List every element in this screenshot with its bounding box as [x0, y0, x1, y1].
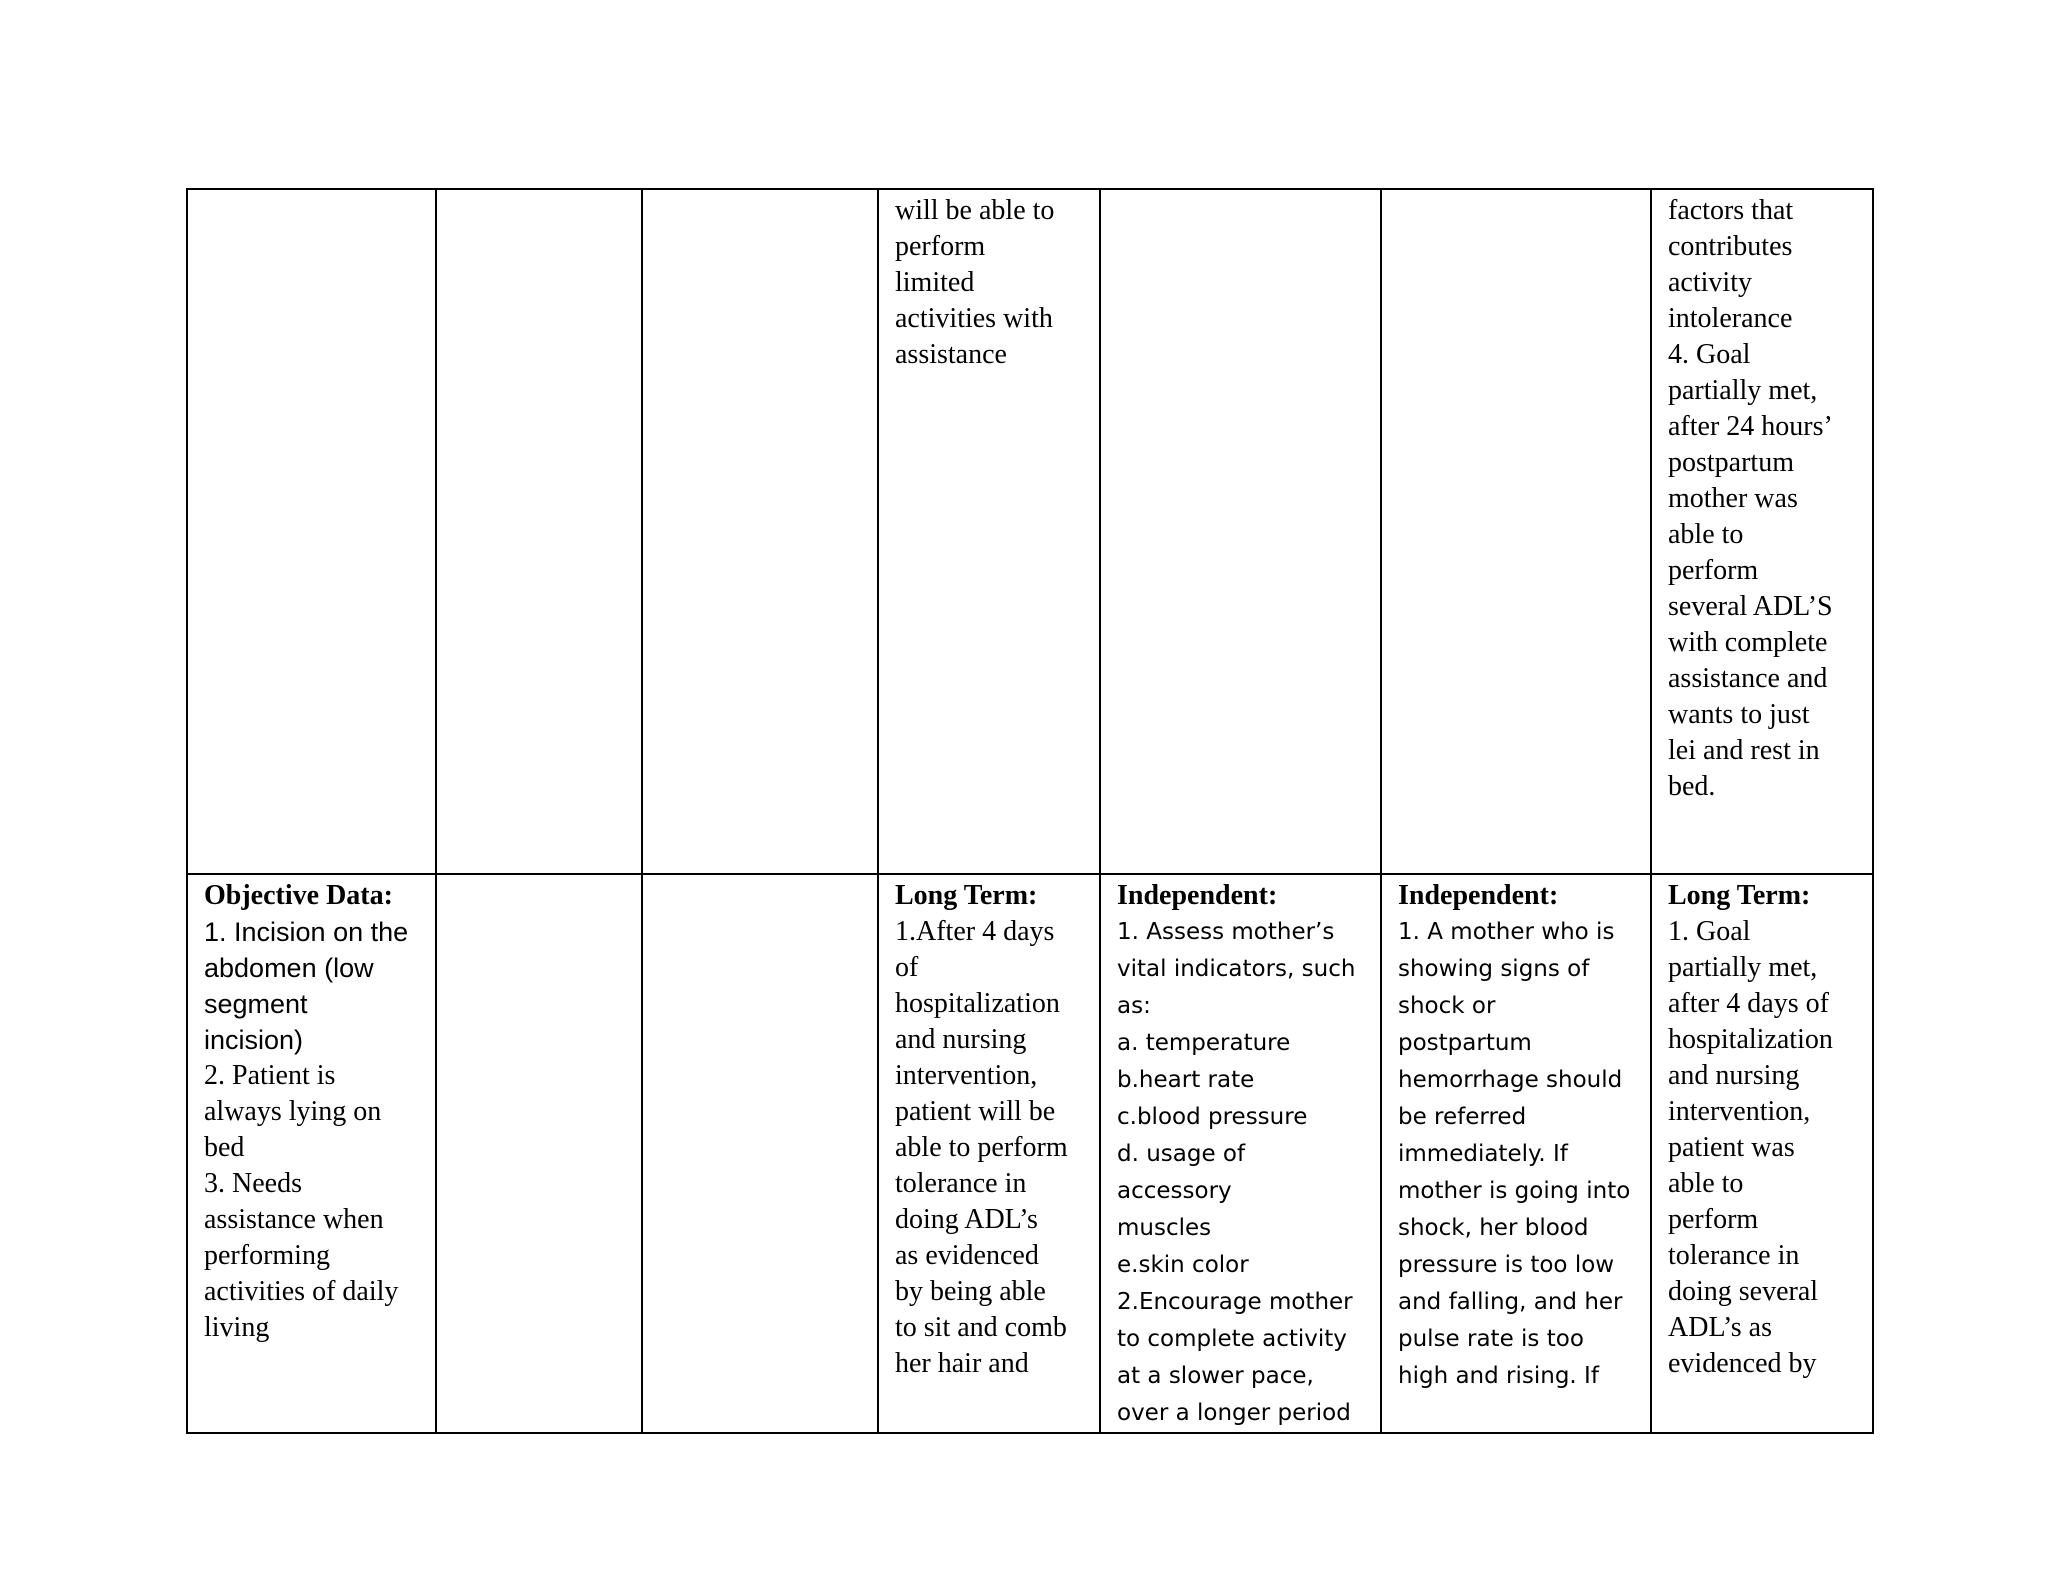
text-line: 4. Goal — [1668, 339, 1751, 370]
text-line: c.blood pressure — [1117, 1104, 1308, 1130]
assessment-cell — [187, 189, 436, 874]
analysis-cell — [642, 189, 878, 874]
text-line: vital indicators, such — [1117, 956, 1356, 982]
text-line: postpartum — [1668, 447, 1794, 478]
text-line: activity — [1668, 267, 1752, 298]
text-line: doing several — [1668, 1276, 1819, 1307]
text-line: her hair and — [895, 1348, 1029, 1379]
long-term-heading: Long Term: — [895, 880, 1038, 911]
text-line: patient will be — [895, 1096, 1056, 1127]
evaluation-cell — [1651, 874, 1873, 1433]
text-line: performing — [204, 1240, 330, 1271]
text-line: of — [895, 952, 919, 983]
text-line: mother was — [1668, 483, 1798, 514]
text-line: shock, her blood — [1398, 1215, 1589, 1241]
text-line: able to — [1668, 519, 1744, 550]
text-line: activities with — [895, 303, 1053, 334]
text-line: as: — [1117, 993, 1151, 1019]
text-line: incision) — [204, 1025, 304, 1055]
text-line: at a slower pace, — [1117, 1363, 1314, 1389]
text-line: and nursing — [1668, 1060, 1800, 1091]
text-line: muscles — [1117, 1215, 1212, 1241]
text-line: pressure is too low — [1398, 1252, 1615, 1278]
text-line: 1. Goal — [1668, 916, 1751, 947]
text-line: limited — [895, 267, 975, 298]
table-row — [187, 874, 1873, 1433]
text-line: bed — [204, 1132, 245, 1163]
text-line: to sit and comb — [895, 1312, 1067, 1343]
text-line: wants to just — [1668, 699, 1810, 730]
text-line: with complete — [1668, 627, 1828, 658]
text-line: contributes — [1668, 231, 1793, 262]
text-line: perform — [895, 231, 986, 262]
rationale-cell — [1381, 874, 1651, 1433]
text-line: 3. Needs — [204, 1168, 302, 1199]
text-line: able to perform — [895, 1132, 1068, 1163]
text-line: assistance and — [1668, 663, 1828, 694]
independent-heading: Independent: — [1117, 880, 1278, 911]
text-line: as evidenced — [895, 1240, 1039, 1271]
text-line: 2.Encourage mother — [1117, 1289, 1353, 1315]
assessment-cell — [187, 874, 436, 1433]
text-line: evidenced by — [1668, 1348, 1817, 1379]
text-line: high and rising. If — [1398, 1363, 1599, 1389]
diagnosis-cell — [436, 189, 642, 874]
text-line: assistance — [895, 339, 1007, 370]
goals-cell — [878, 189, 1100, 874]
text-line: and falling, and her — [1398, 1289, 1623, 1315]
objective-data-heading: Objective Data: — [204, 880, 393, 911]
text-line: several ADL’S — [1668, 591, 1833, 622]
text-line: ADL’s as — [1668, 1312, 1772, 1343]
nursing-care-plan-table — [186, 188, 1874, 1434]
text-line: always lying on — [204, 1096, 382, 1127]
text-line: tolerance in — [895, 1168, 1027, 1199]
text-line: 2. Patient is — [204, 1060, 336, 1091]
independent-heading: Independent: — [1398, 880, 1559, 911]
text-line: perform — [1668, 555, 1759, 586]
text-line: intolerance — [1668, 303, 1793, 334]
text-line: pulse rate is too — [1398, 1326, 1584, 1352]
text-line: lei and rest in — [1668, 735, 1820, 766]
text-line: b.heart rate — [1117, 1067, 1255, 1093]
text-line: intervention, — [895, 1060, 1038, 1091]
text-line: segment — [204, 989, 308, 1019]
text-line: immediately. If — [1398, 1141, 1568, 1167]
text-line: able to — [1668, 1168, 1744, 1199]
text-line: partially met, — [1668, 952, 1818, 983]
text-line: over a longer period — [1117, 1400, 1351, 1426]
text-line: and nursing — [895, 1024, 1027, 1055]
text-line: partially met, — [1668, 375, 1818, 406]
text-line: to complete activity — [1117, 1326, 1347, 1352]
text-line: after 24 hours’ — [1668, 411, 1833, 442]
text-line: mother is going into — [1398, 1178, 1631, 1204]
long-term-heading: Long Term: — [1668, 880, 1811, 911]
text-line: shock or — [1398, 993, 1496, 1019]
text-line: activities of daily — [204, 1276, 399, 1307]
text-line: d. usage of accessory — [1117, 1141, 1253, 1204]
text-line: hospitalization — [1668, 1024, 1833, 1055]
text-line: be referred — [1398, 1104, 1527, 1130]
text-line: 1.After 4 days — [895, 916, 1055, 947]
text-line: 1. A mother who is — [1398, 919, 1615, 945]
text-line: tolerance in — [1668, 1240, 1800, 1271]
text-line: patient was — [1668, 1132, 1795, 1163]
text-line: perform — [1668, 1204, 1759, 1235]
diagnosis-cell — [436, 874, 642, 1433]
text-line: hemorrhage should — [1398, 1067, 1623, 1093]
text-line: hospitalization — [895, 988, 1060, 1019]
table-row — [187, 189, 1873, 874]
text-line: abdomen (low — [204, 953, 374, 983]
text-line: showing signs of — [1398, 956, 1590, 982]
text-line: will be able to — [895, 195, 1055, 226]
text-line: assistance when — [204, 1204, 384, 1235]
interventions-cell — [1100, 189, 1381, 874]
text-line: intervention, — [1668, 1096, 1811, 1127]
text-line: e.skin color — [1117, 1252, 1249, 1278]
text-line: a. temperature — [1117, 1030, 1291, 1056]
evaluation-cell — [1651, 189, 1873, 874]
text-line: by being able — [895, 1276, 1046, 1307]
text-line: 1. Assess mother’s — [1117, 919, 1335, 945]
rationale-cell — [1381, 189, 1651, 874]
text-line: 1. Incision on the — [204, 917, 409, 947]
text-line: living — [204, 1312, 270, 1343]
text-line: postpartum — [1398, 1030, 1532, 1056]
text-line: factors that — [1668, 195, 1794, 226]
analysis-cell — [642, 874, 878, 1433]
text-line: doing ADL’s — [895, 1204, 1038, 1235]
goals-cell — [878, 874, 1100, 1433]
text-line: bed. — [1668, 771, 1716, 802]
interventions-cell — [1100, 874, 1381, 1433]
text-line: after 4 days of — [1668, 988, 1829, 1019]
